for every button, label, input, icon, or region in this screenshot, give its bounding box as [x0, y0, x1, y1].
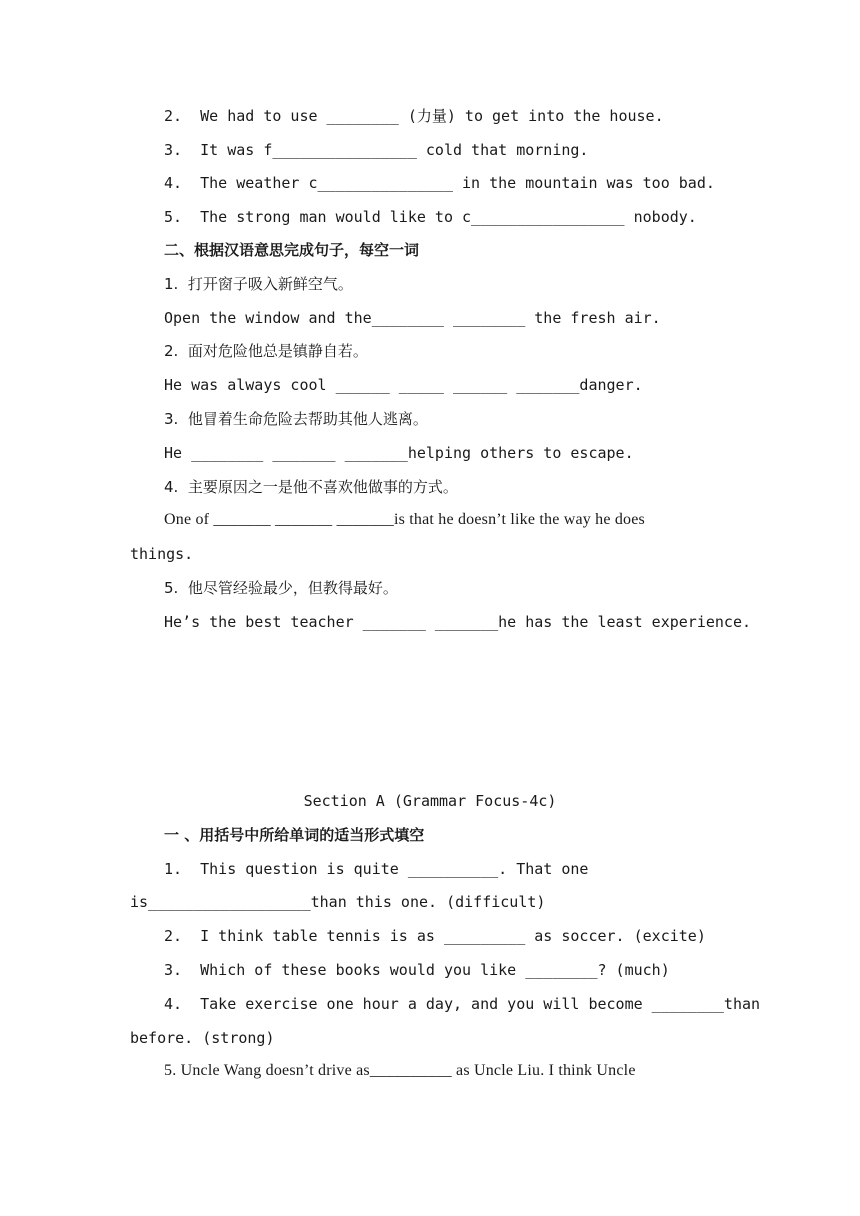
section-item-3: 3. Which of these books would you like ________? (much)	[164, 961, 670, 979]
part-two-item-2-en: He was always cool ______ _____ ______ _______danger.	[164, 376, 643, 394]
part-two-item-5-en: He’s the best teacher _______ _______he has the least experience.	[164, 613, 751, 631]
section-heading: 一 、用括号中所给单词的适当形式填空	[164, 826, 425, 844]
section-item-4: 4. Take exercise one hour a day, and you will become ________than	[164, 995, 761, 1013]
part-two-item-1-en: Open the window and the________ ________ the fresh air.	[164, 309, 661, 327]
section-item-4-cont: before. (strong)	[130, 1029, 275, 1047]
section-title: Section A (Grammar Focus-4c)	[303, 792, 557, 810]
part-one-item-3: 3. It was f________________ cold that morning.	[164, 141, 589, 159]
section-item-1: 1. This question is quite __________. That one	[164, 860, 589, 878]
part-two-item-3-en: He ________ _______ _______helping others to escape.	[164, 444, 634, 462]
part-two-item-4-en: One of _______ _______ _______is that he doesn’t like the way he does	[164, 511, 645, 528]
section-item-1-cont: is__________________than this one. (difficult)	[130, 893, 546, 911]
part-one-item-2: 2. We had to use ________ (力量) to get into the house.	[164, 107, 664, 125]
section-item-5: 5. Uncle Wang doesn’t drive as__________ as Uncle Liu. I think Uncle	[164, 1062, 636, 1079]
part-two-item-4-en-cont: things.	[130, 545, 194, 563]
part-two-item-1-zh: 1. 打开窗子吸入新鲜空气。	[164, 275, 353, 293]
part-two-item-5-zh: 5. 他尽管经验最少，但教得最好。	[164, 579, 398, 597]
part-two-item-3-zh: 3. 他冒着生命危险去帮助其他人逃离。	[164, 410, 428, 428]
part-two-heading: 二、根据汉语意思完成句子，每空一词	[164, 241, 420, 259]
part-one-item-5: 5. The strong man would like to c_________________ nobody.	[164, 208, 697, 226]
part-two-item-2-zh: 2. 面对危险他总是镇静自若。	[164, 342, 368, 360]
part-two-item-4-zh: 4. 主要原因之一是他不喜欢他做事的方式。	[164, 478, 458, 496]
section-item-2: 2. I think table tennis is as _________ as soccer. (excite)	[164, 927, 706, 945]
part-one-item-4: 4. The weather c_______________ in the mountain was too bad.	[164, 174, 715, 192]
